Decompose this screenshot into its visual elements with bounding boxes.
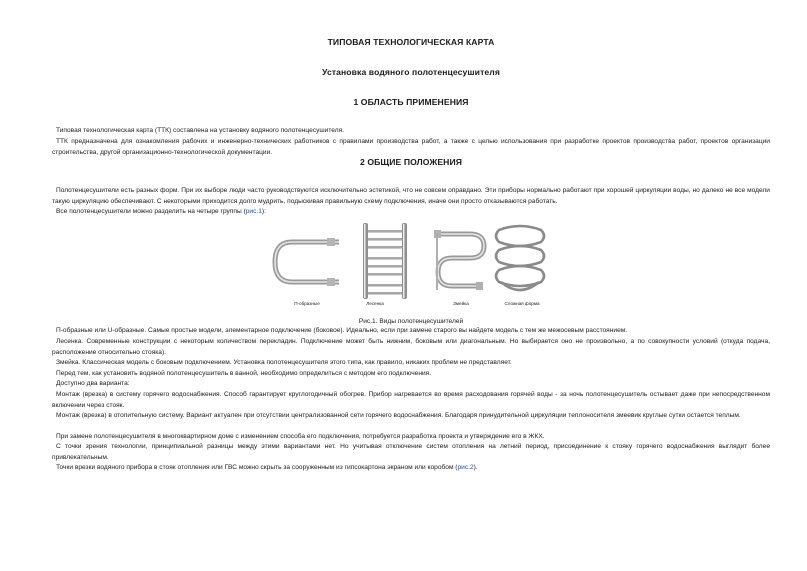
figure-link[interactable]: рис.1: [245, 208, 262, 215]
paragraph: [52, 358, 770, 369]
paragraph: [52, 126, 770, 137]
section-heading-2: 2 ОБЩИЕ ПОЛОЖЕНИЯ: [359, 157, 463, 167]
paragraph-text: Все полотенцесушители можно разделить на четыре группы (: [56, 208, 246, 215]
paragraph: [52, 411, 770, 422]
paragraph: [52, 326, 770, 337]
paragraph-text: При замене полотенцесушителя в многоквартирном доме с изменением способа его подключения, потребуется разработка проекта и утверждение его в ЖКХ.: [56, 433, 545, 440]
figure-label: Змейка: [453, 301, 469, 306]
paragraph-text: Монтаж (врезка) в отопительную систему. Вариант актуален при отсутствии централизованной сети горячего водоснабжения. Благодаря принудительной циркуляции теплоносителя змеевик круглые сутки остается теплым.: [56, 412, 741, 419]
paragraph-text: Доступно два варианта:: [56, 380, 130, 387]
paragraph: [52, 137, 770, 158]
section-heading-1: 1 ОБЛАСТЬ ПРИМЕНЕНИЯ: [353, 97, 469, 107]
paragraph: [52, 186, 770, 207]
paragraph: [52, 337, 770, 358]
paragraph-text: ТТК предназначена для ознакомления рабочих и инженерно-технических работников с правилами производства работ, а также с целью использования при разработке проектов производства работ, проектов организации строительства, другой организационно-технологической документации.: [52, 138, 770, 156]
paragraph: [52, 442, 770, 463]
snake-dryer-image: [430, 228, 492, 300]
paragraph-text: П-образные или U-образные. Самые простые модели, элементарное подключение (боковое). Идеально, если при замене старого вы найдете модель с тем же межосевым расстоянием.: [56, 327, 628, 334]
paragraph: [52, 463, 770, 474]
figure-caption: Рис.1. Виды полотенцесушителей: [358, 318, 464, 325]
paragraph-text: ):: [261, 208, 266, 215]
paragraph-text: ).: [473, 464, 478, 471]
paragraph: [52, 379, 770, 390]
figure-label: П-образные: [294, 301, 320, 306]
figure-label: Лесенка: [366, 301, 384, 306]
complex-dryer-image: [489, 222, 551, 302]
doc-subtitle: Установка водяного полотенцесушителя: [322, 67, 500, 77]
paragraph-text: Типовая технологическая карта (ТТК) составлена на установку водяного полотенцесушителя.: [56, 127, 344, 134]
paragraph-text: Полотенцесушители есть разных форм. При их выборе люди часто руководствуются исключительно эстетикой, что не совсем оправдано. Эти приборы нормально работают при хорошей циркуляции воды, но далеко не все модели такую циркуляцию обеспечивают. С некоторыми приходится долго мудрить, подыскивая правильную схему подключения, иначе они просто отказываются работать.: [52, 187, 770, 205]
paragraph-text: Лесенка. Современные конструкции с некоторым количеством перекладин. Подключение может быть нижним, боковым или диагональным. Но выбирается оно не произвольно, а по совокупности условий (откуда подача, расположение относительно стояка).: [52, 338, 770, 356]
figure-label: Сложная форма: [504, 301, 540, 306]
paragraph: [52, 369, 770, 380]
paragraph-text: Перед тем, как установить водяной полотенцесушитель в ванной, необходимо определиться с методом его подключения.: [56, 370, 432, 377]
doc-title: ТИПОВАЯ ТЕХНОЛОГИЧЕСКАЯ КАРТА: [327, 37, 495, 47]
u-shaped-dryer-image: [267, 232, 342, 300]
figure-link[interactable]: рис.2: [457, 464, 474, 471]
paragraph-text: Змейка. Классическая модель с боковым подключением. Установка полотенцесушителя этого типа, как правило, никаких проблем не представляет.: [56, 359, 512, 366]
paragraph: [52, 207, 770, 218]
towel-dryer-figure: [52, 218, 770, 318]
paragraph: [52, 390, 770, 411]
ladder-dryer-image: [360, 221, 410, 301]
paragraph: [52, 432, 770, 443]
paragraph-text: С точки зрения технологии, принципиальной разницы между этими вариантами нет. Но учитывая отключение систем отопления на летний период, присоединение к стояку горячего водоснабжения выглядит более привлекательным.: [52, 443, 770, 461]
paragraph-text: Монтаж (врезка) в систему горячего водоснабжения. Способ гарантирует круглогодичный обогрев. Прибор нагревается во время расходования горячей воды - за ночь полотенцесушитель остывает даже при непосредственном включении через стояк.: [52, 391, 770, 409]
paragraph-text: Точки врезки водяного прибора в стояк отопления или ГВС можно скрыть за сооруженным из гипсокартона экраном или коробом (: [56, 464, 458, 471]
